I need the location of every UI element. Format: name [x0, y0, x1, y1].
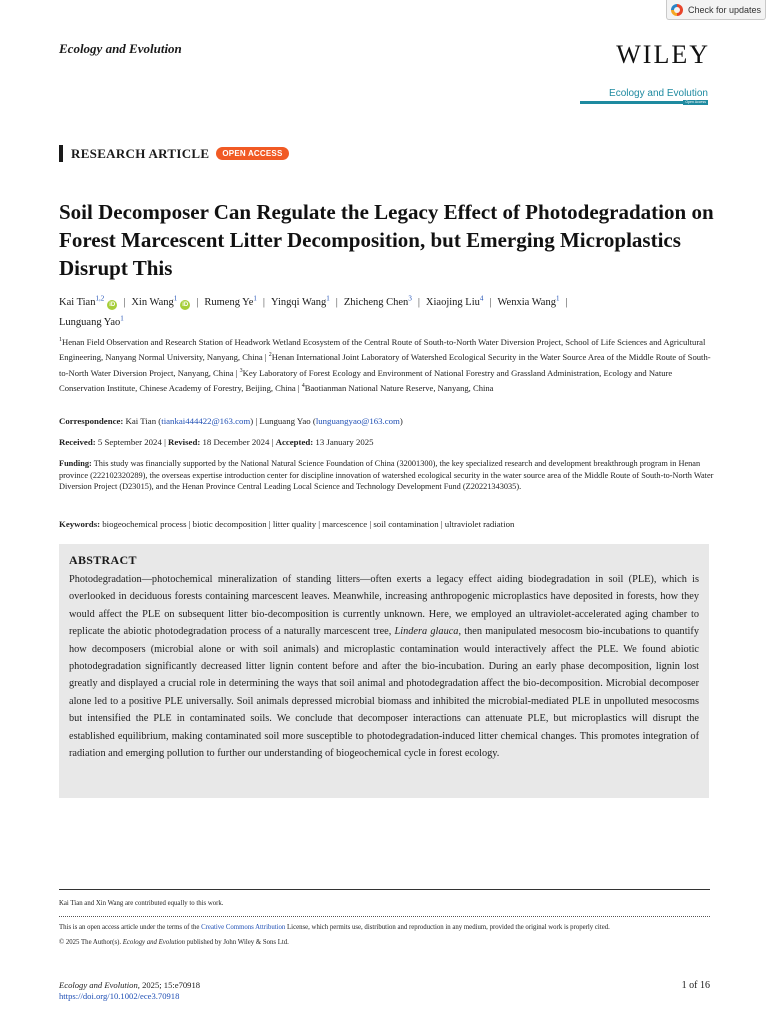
check-for-updates-label: Check for updates	[688, 4, 762, 15]
article-type: RESEARCH ARTICLE	[71, 145, 210, 161]
author[interactable]: Wenxia Wang$^1$	[497, 294, 560, 308]
keywords: Keywords: biogeochemical process | biotic decomposition | litter quality | marcescence | soil contamination | ultraviolet radiation	[59, 519, 515, 529]
publisher-logo: WILEY	[616, 40, 710, 69]
abstract-heading: ABSTRACT	[69, 553, 137, 567]
check-for-updates-button[interactable]	[666, 0, 766, 20]
author[interactable]: Yingqi Wang$^1$	[270, 294, 330, 308]
affiliation-text: Henan International Joint Laboratory of Watershed Ecological Security in the Water Source Area of the Middle Route of South-to-North Water Diversion Project, Nanyang, China	[59, 352, 711, 378]
correspondence: Correspondence: Kai Tian (tiankai444422@163.com) | Lunguang Yao (lunguangyao@163.com)	[59, 416, 403, 426]
author[interactable]: Zhicheng Chen$^3$	[343, 294, 412, 308]
page-number: 1 of 16	[681, 980, 710, 991]
doi-link[interactable]: https://doi.org/10.1002/ece3.70918	[59, 991, 180, 1001]
citation: Ecology and Evolution, 2025; 15:e70918	[59, 980, 201, 990]
author[interactable]: Xin Wang$^1$	[131, 294, 178, 308]
affiliation-text: Henan Field Observation and Research Station of Headwork Wetland Ecosystem of the Central Route of South-to-North Water Diversion Project, School of Life Sciences and Agricultural Engineering, Nanyang Normal University, Nanyang, China	[59, 336, 706, 363]
affiliation-text: Key Laboratory of Forest Ecology and Environment of National Forestry and Grassland Administration, Ecology and Nature Conservation Institute, Chinese Academy of Forestry, Beijing, China	[59, 367, 673, 393]
article-type-header	[59, 145, 289, 162]
abstract-text: Photodegradation—photochemical mineralization of standing litters—often exerts a legacy effect aiding biodegradation in soil (PLE), which is overlooked in deciduous forests containing marcescent leaves. Meanwhile, increasing anthropogenic microplastics have deposited in forests, how they would affect the PLE on subsequent litter bio-decomposition is currently unknown. Here, we employed an ultraviolet-accelerated aging chamber to replicate the abiotic photodegradation process of a naturally marcescent tree, Lindera glauca, then manipulated mesocosm bio-incubations to quantify how decomposers (microbial alone or with soil animals) and microplastic contamination would interactively affect the PLE. We found abiotic photodegradation significantly decreased litter lignin content before and after the bio-incubation. During an early phase decomposition, lignin lost greatly and displayed a crucial role in determining the ways that soil animal and photodegradation affect the bio-decomposition. Microbial decomposer alone led to a positive PLE universally. Soil animals depressed microbial biomass and inhibited the microbial-mediated PLE in unpolluted mesocosms but intensified the PLE in contaminated soils. We conclude that decomposer interactions can attenuate PLE, but microplastics will disrupt the established equilibrium, making contaminated soil more susceptible to photodegradation-induced litter chemical changes. This promotes integration of radiation and emerging pollution to further our understanding of biogeochemical cycle in forest ecology.	[69, 574, 699, 760]
orcid-icon[interactable]: iD	[109, 301, 116, 308]
author[interactable]: Lunguang Yao$^1$	[59, 314, 124, 328]
email-link[interactable]: lunguangyao@163.com	[315, 416, 400, 426]
author[interactable]: Rumeng Ye$^1$	[204, 294, 257, 308]
journal-logo-tag: Open Access	[685, 100, 706, 104]
abstract-box	[59, 544, 709, 798]
section-marker	[59, 145, 63, 162]
article-dates: Received: 5 September 2024 | Revised: 18 December 2024 | Accepted: 13 January 2025	[59, 437, 374, 447]
footnotes	[59, 889, 710, 949]
journal-name-header: Ecology and Evolution	[59, 41, 182, 56]
license-note: This is an open access article under the terms of the Creative Commons Attribution License, which permits use, distribution and reproduction in any medium, provided the original work is properly cited.	[59, 924, 610, 931]
copyright-note: © 2025 The Author(s). Ecology and Evolution published by John Wiley & Sons Ltd.	[59, 939, 289, 946]
author-list: Kai Tian$^{1,2}$iD | Xin Wang$^1$iD | Rumeng Ye$^1$ | Yingqi Wang$^1$ | Zhicheng Chen$^3$ | Xiaojing Liu$^4$ | Wenxia Wang$^1$ | Lunguang Yao$^1$	[59, 294, 568, 328]
author[interactable]: Kai Tian$^{1,2}$	[59, 294, 105, 308]
journal-logo-name: Ecology and Evolution	[609, 88, 708, 99]
email-link[interactable]: tiankai444422@163.com	[161, 416, 251, 426]
journal-logo-rule	[580, 101, 708, 104]
open-access-badge: OPEN ACCESS	[216, 147, 288, 160]
crossmark-icon	[671, 4, 683, 16]
author[interactable]: Xiaojing Liu$^4$	[425, 294, 484, 308]
affiliations: $^1$Henan Field Observation and Research Station of Headwork Wetland Ecosystem of the Central Route of South-to-North Water Diversion Project, School of Life Sciences and Agricultural Engineering, Nanyang Normal University, Nanyang, China | $^2$Henan International Joint Laboratory of Watershed Ecological Security in the Water Source Area of the Middle Route of South-to-North Water Diversion Project, Nanyang, China | $^3$Key Laboratory of Forest Ecology and Environment of National Forestry and Grassland Administration, Ecology and Nature Conservation Institute, Chinese Academy of Forestry, Beijing, China | $^4$Baotianman National Nature Reserve, Nanyang, China	[59, 336, 711, 393]
orcid-icon[interactable]: iD	[182, 301, 189, 308]
affiliation-text: Baotianman National Nature Reserve, Nanyang, China	[304, 382, 494, 393]
license-link[interactable]: Creative Commons Attribution	[201, 924, 286, 931]
funding: Funding: This study was financially supported by the National Natural Science Foundation of China (32001300), the key specialized research and development breakthrough program in Henan province (222102320289), the overseas expertise introduction center for discipline innovation of watershed ecological security in the water source area of the Middle Route of South-to-North Water Diversion Project (D23015), and the Henan Province Central Leading Local Science and Technology Development Fund (Z20221343035).	[59, 459, 714, 492]
equal-contribution-note: Kai Tian and Xin Wang are contributed equally to this work.	[59, 900, 224, 907]
journal-logo	[580, 88, 708, 104]
article-title: Soil Decomposer Can Regulate the Legacy Effect of Photodegradation on Forest Marcescent Litter Decomposition, but Emerging Microplastics Disrupt This	[59, 200, 714, 280]
page-footer	[59, 980, 710, 1002]
